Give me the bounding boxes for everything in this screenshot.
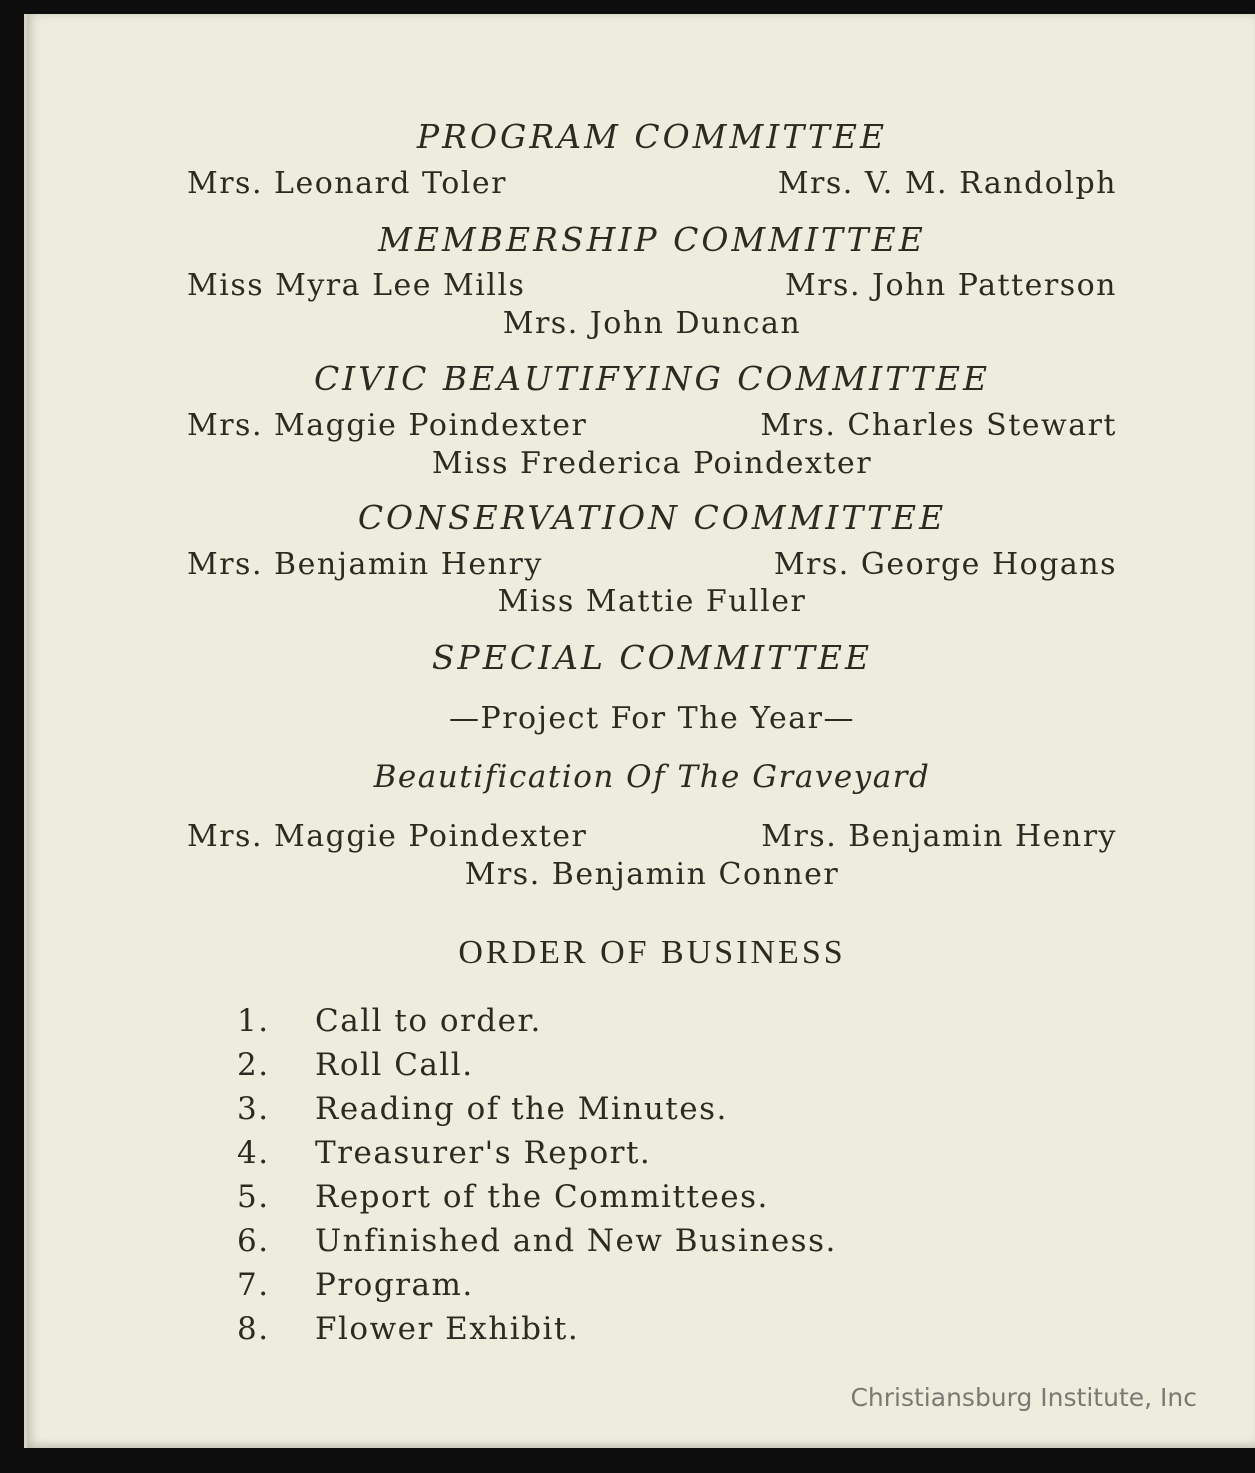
agenda-item <box>237 1263 837 1307</box>
member-name: Mrs. Maggie Poindexter <box>187 819 588 854</box>
agenda-item <box>237 1307 837 1351</box>
member-name: Mrs. V. M. Randolph <box>777 166 1117 201</box>
agenda-text: Report of the Committees. <box>315 1179 769 1215</box>
project-for-the-year: —Project For The Year— <box>449 701 855 736</box>
program-page <box>24 14 1255 1448</box>
agenda-number: 5. <box>237 1179 270 1215</box>
agenda-text: Flower Exhibit. <box>315 1311 580 1347</box>
member-name: Miss Mattie Fuller <box>497 584 807 619</box>
agenda-number: 8. <box>237 1311 270 1347</box>
member-name: Mrs. Maggie Poindexter <box>187 408 588 443</box>
agenda-number: 2. <box>237 1047 270 1083</box>
watermark: Christiansburg Institute, Inc <box>850 1383 1197 1412</box>
conservation-committee-heading: CONSERVATION COMMITTEE <box>357 498 947 537</box>
agenda-item <box>237 999 837 1043</box>
agenda-item <box>237 1043 837 1087</box>
member-name: Mrs. Benjamin Conner <box>464 857 840 892</box>
member-name: Mrs. John Duncan <box>502 306 802 341</box>
order-of-business-list <box>237 999 837 1351</box>
member-name: Mrs. Leonard Toler <box>187 166 507 201</box>
agenda-number: 3. <box>237 1091 270 1127</box>
program-committee-heading: PROGRAM COMMITTEE <box>416 117 888 156</box>
agenda-item <box>237 1087 837 1131</box>
member-name: Mrs. George Hogans <box>773 547 1117 582</box>
agenda-number: 7. <box>237 1267 270 1303</box>
agenda-item <box>237 1175 837 1219</box>
agenda-number: 4. <box>237 1135 270 1171</box>
agenda-text: Unfinished and New Business. <box>315 1223 837 1259</box>
agenda-number: 1. <box>237 1003 270 1039</box>
project-name: Beautification Of The Graveyard <box>373 759 931 795</box>
member-name: Mrs. Benjamin Henry <box>761 819 1117 854</box>
member-name: Mrs. Charles Stewart <box>760 408 1117 443</box>
agenda-text: Reading of the Minutes. <box>315 1091 728 1127</box>
membership-committee-heading: MEMBERSHIP COMMITTEE <box>378 220 926 259</box>
member-name: Miss Myra Lee Mills <box>187 268 526 303</box>
agenda-text: Treasurer's Report. <box>315 1135 652 1171</box>
member-name: Mrs. John Patterson <box>784 268 1117 303</box>
agenda-number: 6. <box>237 1223 270 1259</box>
special-committee-heading: SPECIAL COMMITTEE <box>431 638 873 677</box>
civic-beautifying-committee-heading: CIVIC BEAUTIFYING COMMITTEE <box>313 359 991 398</box>
order-of-business-heading: ORDER OF BUSINESS <box>458 934 846 971</box>
agenda-text: Call to order. <box>315 1003 542 1039</box>
member-name: Miss Frederica Poindexter <box>431 446 873 481</box>
agenda-text: Roll Call. <box>315 1047 474 1083</box>
agenda-text: Program. <box>315 1267 474 1303</box>
agenda-item <box>237 1219 837 1263</box>
member-name: Mrs. Benjamin Henry <box>187 547 543 582</box>
agenda-item <box>237 1131 837 1175</box>
